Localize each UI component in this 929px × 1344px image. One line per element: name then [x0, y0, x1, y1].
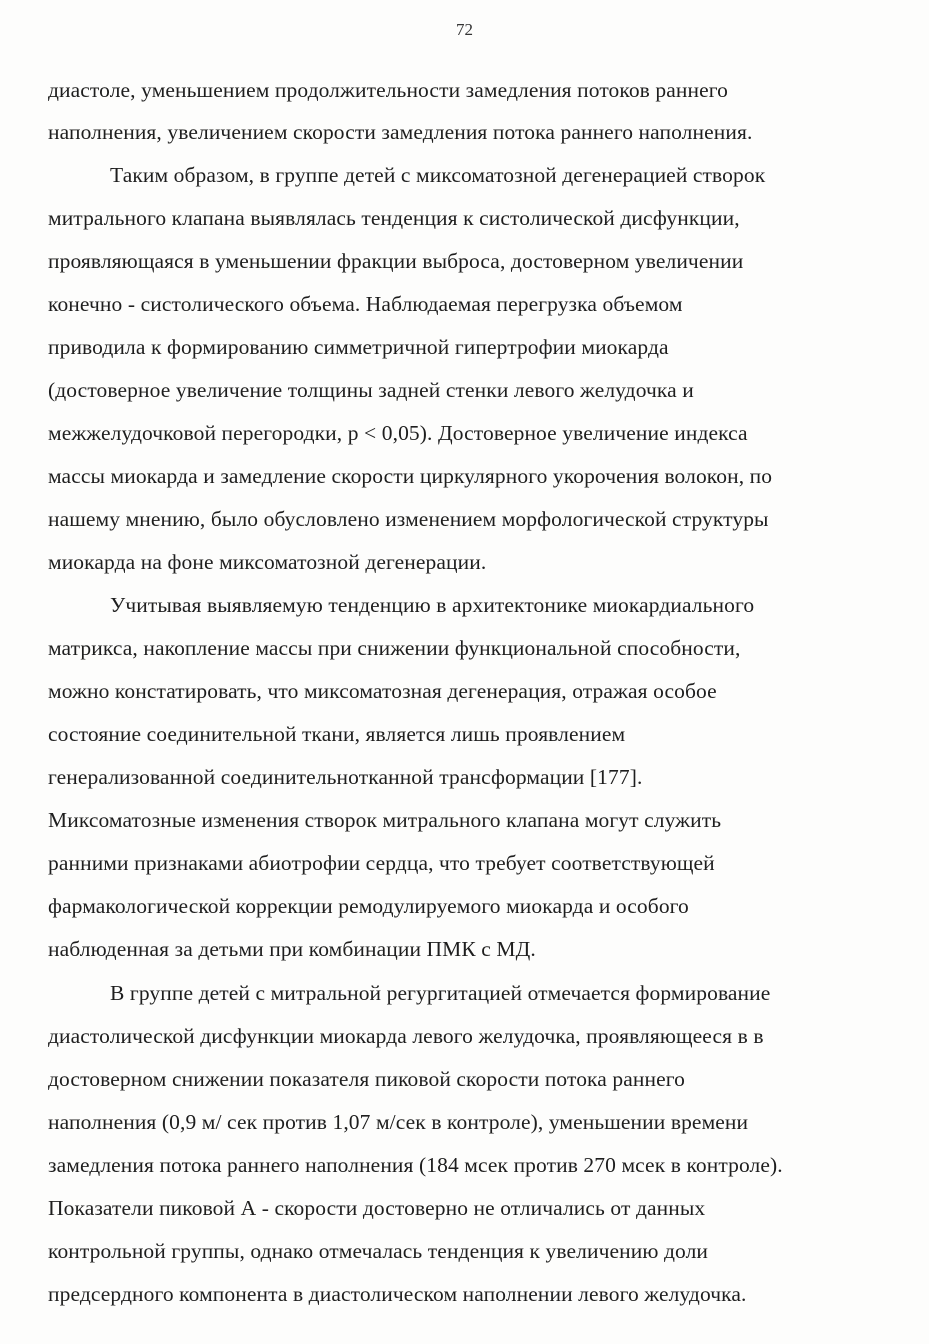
text-line: наполнения (0,9 м/ сек против 1,07 м/сек в контроле), уменьшении времени [48, 1110, 749, 1134]
paragraph-start-line: Учитывая выявляемую тенденцию в архитектонике миокардиального [110, 593, 755, 617]
text-line: достоверном снижении показателя пиковой скорости потока раннего [48, 1067, 685, 1091]
text-line: нашему мнению, было обусловлено изменением морфологической структуры [48, 507, 769, 531]
text-line: (достоверное увеличение толщины задней стенки левого желудочка и [48, 378, 694, 402]
text-line: межжелудочковой перегородки, p < 0,05). Достоверное увеличение индекса [48, 421, 748, 445]
text-line: проявляющаяся в уменьшении фракции выброса, достоверном увеличении [48, 249, 744, 273]
text-line: массы миокарда и замедление скорости циркулярного укорочения волокон, по [48, 464, 773, 488]
text-line: конечно - систолического объема. Наблюдаемая перегрузка объемом [48, 292, 683, 316]
text-line: митрального клапана выявлялась тенденция к систолической дисфункции, [48, 206, 740, 230]
text-line: матрикса, накопление массы при снижении функциональной способности, [48, 636, 741, 660]
paragraph-start-line: В группе детей с митральной регургитацией отмечается формирование [110, 981, 771, 1005]
text-line: контрольной группы, однако отмечалась тенденция к увеличению доли [48, 1239, 709, 1263]
text-line: миокарда на фоне миксоматозной дегенерации. [48, 550, 487, 574]
text-line: можно констатировать, что миксоматозная дегенерация, отражая особое [48, 679, 717, 703]
text-line: ранними признаками абиотрофии сердца, что требует соответствующей [48, 851, 715, 875]
paragraph-start-line: Таким образом, в группе детей с миксоматозной дегенерацией створок [110, 163, 766, 187]
text-line: приводила к формированию симметричной гипертрофии миокарда [48, 335, 669, 359]
text-line: фармакологической коррекции ремодулируемого миокарда и особого [48, 894, 689, 918]
text-line: Показатели пиковой А - скорости достоверно не отличались от данных [48, 1196, 706, 1220]
page-number: 72 [456, 20, 473, 39]
text-line: генерализованной соединительнотканной трансформации [177]. [48, 765, 643, 789]
text-line: состояние соединительной ткани, является лишь проявлением [48, 722, 626, 746]
text-line: наполнения, увеличением скорости замедления потока раннего наполнения. [48, 120, 753, 144]
text-line: диастоле, уменьшением продолжительности замедления потоков раннего [48, 78, 728, 102]
text-line: замедления потока раннего наполнения (184 мсек против 270 мсек в контроле). [48, 1153, 783, 1177]
text-line: наблюденная за детьми при комбинации ПМК с МД. [48, 937, 536, 961]
text-line: диастолической дисфункции миокарда левого желудочка, проявляющееся в в [48, 1024, 764, 1048]
text-line: Миксоматозные изменения створок митрального клапана могут служить [48, 808, 722, 832]
text-line: предсердного компонента в диастолическом наполнении левого желудочка. [48, 1282, 747, 1306]
